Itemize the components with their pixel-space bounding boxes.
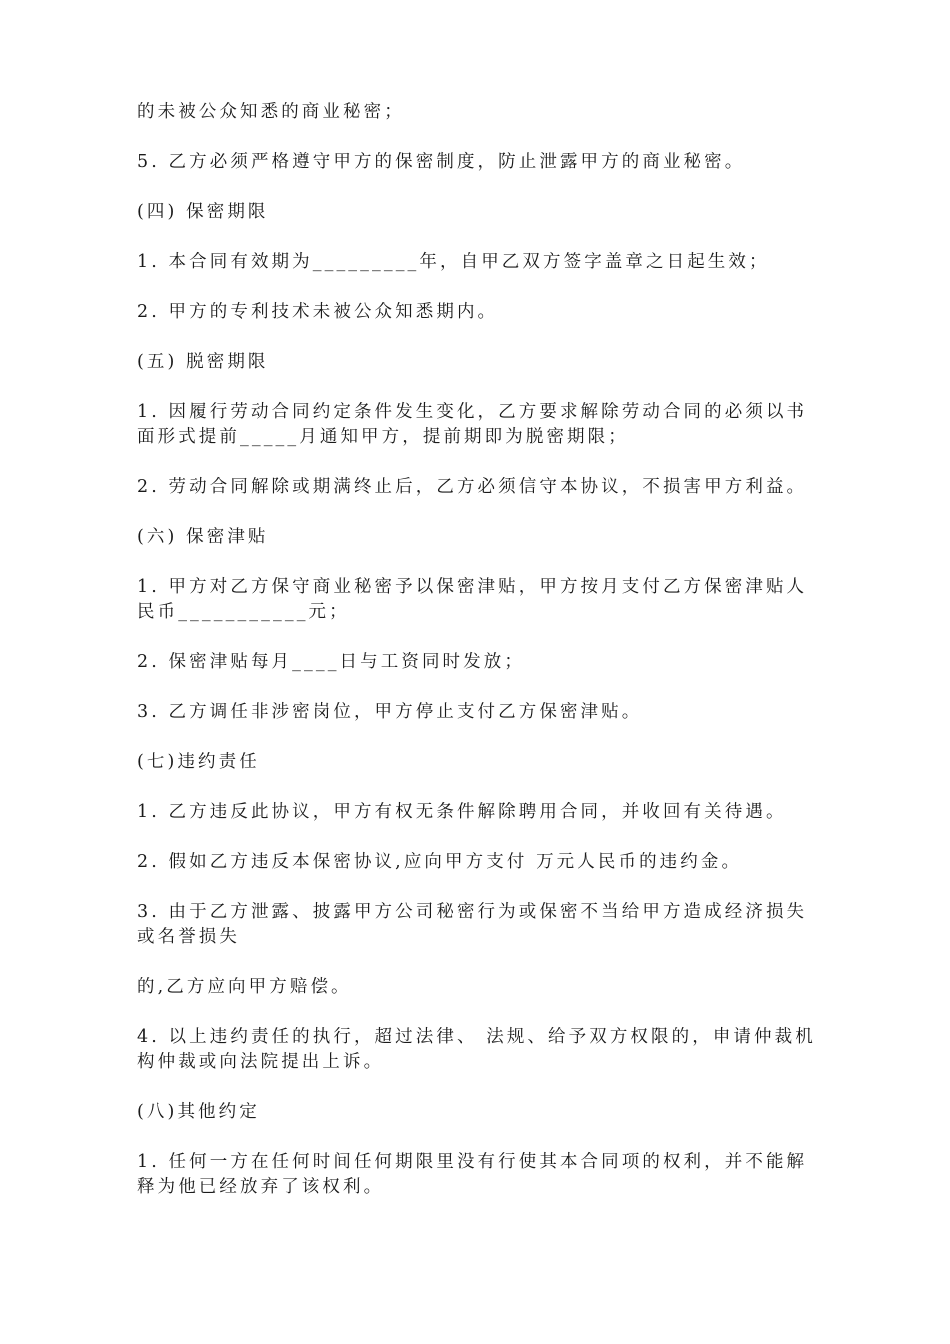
paragraph-patent-period: 2. 甲方的专利技术未被公众知悉期内。 (137, 302, 499, 322)
document-body (137, 100, 817, 1200)
paragraph-breach-compensation: 的,乙方应向甲方赔偿。 (137, 977, 352, 997)
paragraph-termination-notice: 1. 因履行劳动合同约定条件发生变化，乙方要求解除劳动合同的必须以书面形式提前_____月通知甲方，提前期即为脱密期限； (137, 402, 808, 447)
paragraph-trade-secret-tail: 的未被公众知悉的商业秘密； (137, 102, 405, 122)
paragraph-post-termination: 2. 劳动合同解除或期满终止后，乙方必须信守本协议，不损害甲方利益。 (137, 477, 808, 497)
paragraph-contract-validity: 1. 本合同有效期为_________年，自甲乙双方签字盖章之日起生效； (137, 252, 770, 272)
paragraph-allowance-stop: 3. 乙方调任非涉密岗位，甲方停止支付乙方保密津贴。 (137, 702, 643, 722)
paragraph-breach-penalty: 2. 假如乙方违反本保密协议,应向甲方支付 万元人民币的违约金。 (137, 852, 743, 872)
paragraph-breach-termination: 1. 乙方违反此协议，甲方有权无条件解除聘用合同，并收回有关待遇。 (137, 802, 787, 822)
section-heading-breach-liability: (七)违约责任 (137, 752, 260, 772)
paragraph-allowance-payday: 2. 保密津贴每月____日与工资同时发放； (137, 652, 525, 672)
paragraph-waiver-of-rights: 1. 任何一方在任何时间任何期限里没有行使其本合同项的权利，并不能解释为他已经放弃了该权利。 (137, 1152, 808, 1197)
section-heading-confidentiality-allowance: (六) 保密津贴 (137, 527, 269, 547)
paragraph-breach-damages: 3. 由于乙方泄露、披露甲方公司秘密行为或保密不当给甲方造成经济损失或名誉损失 (137, 902, 808, 947)
section-heading-confidentiality-period: (四) 保密期限 (137, 202, 269, 222)
paragraph-confidentiality-rules: 5. 乙方必须严格遵守甲方的保密制度，防止泄露甲方的商业秘密。 (137, 152, 746, 172)
section-heading-declassification-period: (五) 脱密期限 (137, 352, 269, 372)
paragraph-allowance-amount: 1. 甲方对乙方保守商业秘密予以保密津贴，甲方按月支付乙方保密津贴人民币___________元； (137, 577, 808, 622)
paragraph-arbitration: 4. 以上违约责任的执行，超过法律、 法规、给予双方权限的，申请仲裁机构仲裁或向法院提出上诉。 (137, 1027, 816, 1072)
section-heading-other-terms: (八)其他约定 (137, 1102, 260, 1122)
